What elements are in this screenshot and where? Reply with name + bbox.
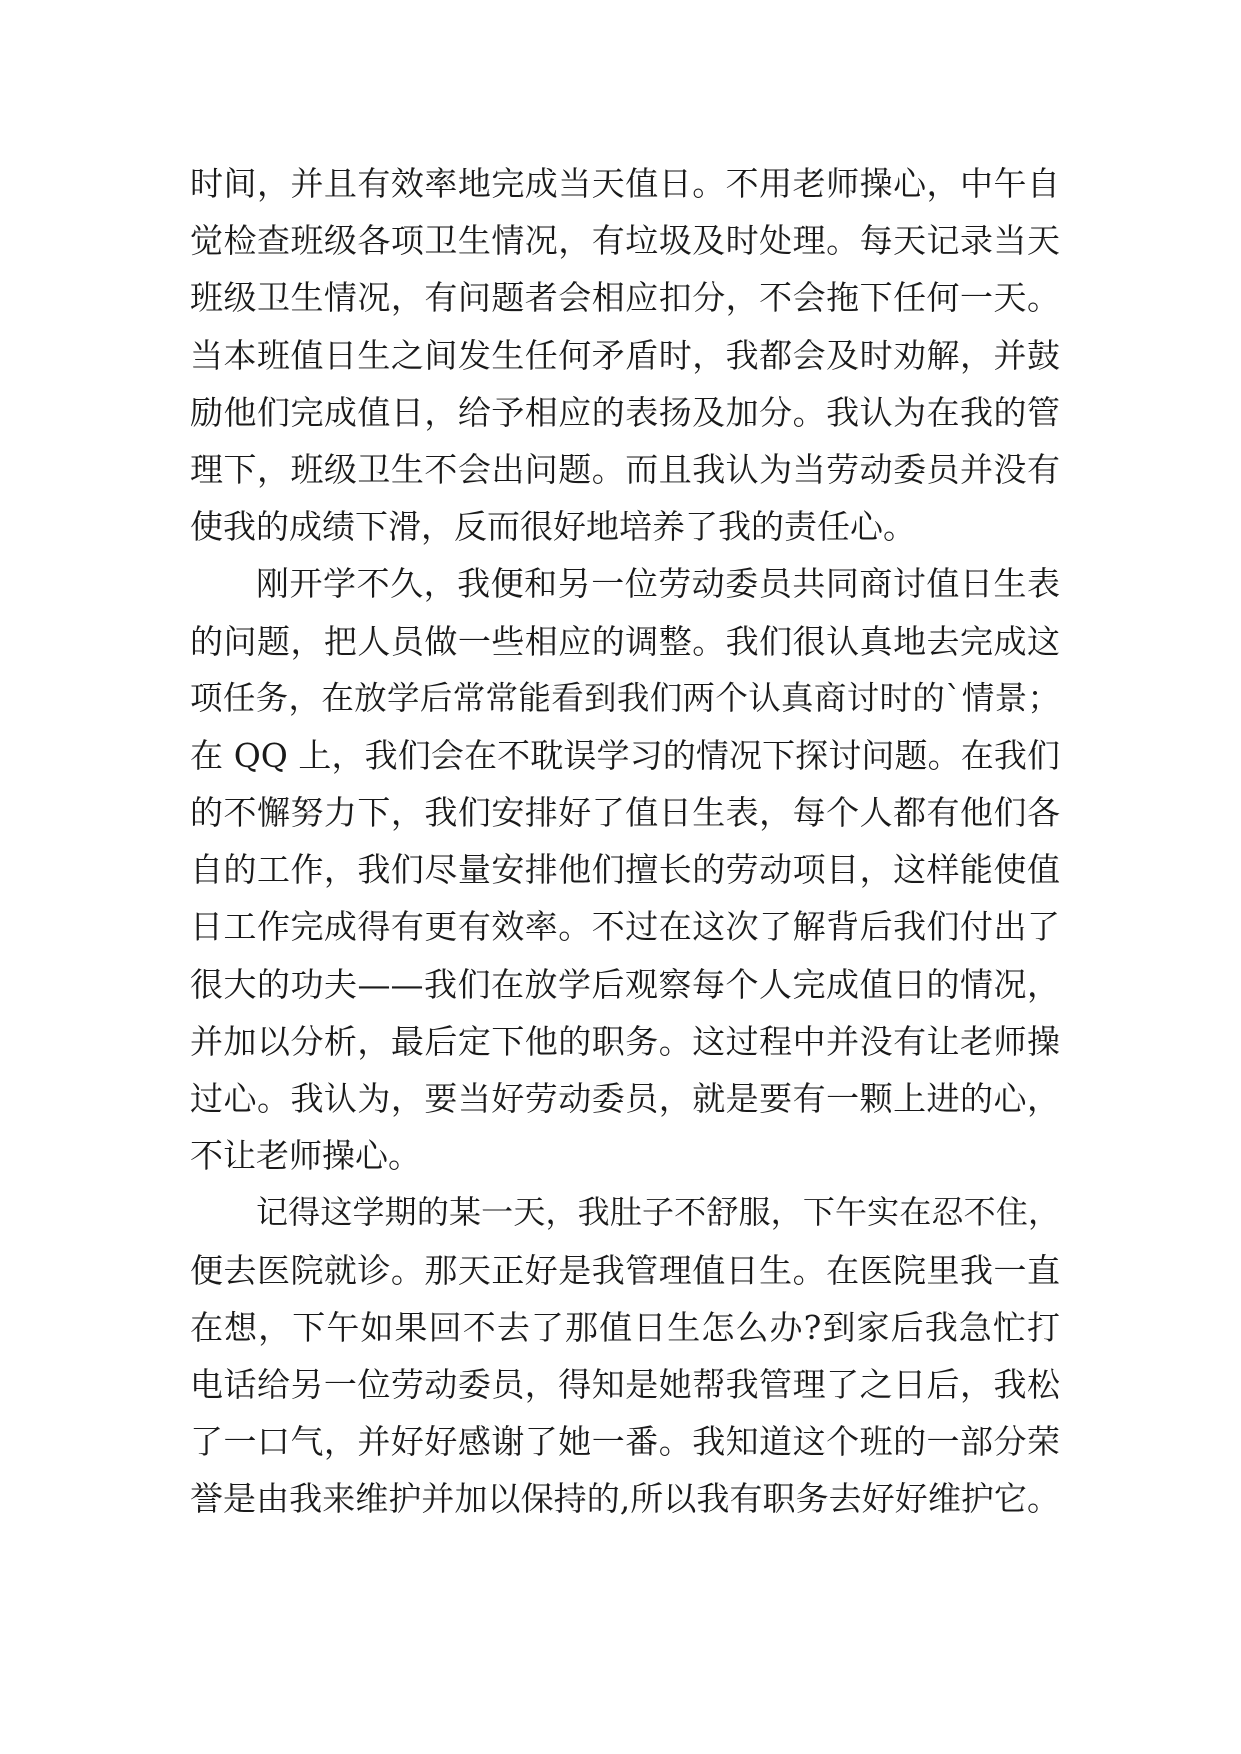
text-line: 时间，并且有效率地完成当天值日。不用老师操心，中午自 (190, 164, 1060, 203)
text-line: 便去医院就诊。那天正好是我管理值日生。在医院里我一直 (190, 1250, 1060, 1290)
text-line: 使我的成绩下滑，反而很好地培养了我的责任心。 (190, 507, 916, 547)
text-line: 电话给另一位劳动委员，得知是她帮我管理了之日后，我松 (190, 1364, 1060, 1404)
text-line: 班级卫生情况，有问题者会相应扣分，不会拖下任何一天。 (190, 278, 1060, 318)
body-text (190, 155, 1060, 1528)
text-line: 项任务，在放学后常常能看到我们两个认真商讨时的`情景； (190, 678, 1060, 717)
text-line: 自的工作，我们尽量安排他们擅长的劳动项目，这样能使值 (190, 850, 1060, 890)
text-line: 记得这学期的某一天，我肚子不舒服，下午实在忍不住， (256, 1193, 1060, 1232)
text-line: 的问题，把人员做一些相应的调整。我们很认真地去完成这 (190, 621, 1060, 661)
text-line: 誉是由我来维护并加以保持的,所以我有职务去好好维护它。 (190, 1479, 1060, 1519)
text-line: 在 QQ 上，我们会在不耽误学习的情况下探讨问题。在我们 (190, 735, 1060, 775)
text-line: 当本班值日生之间发生任何矛盾时，我都会及时劝解，并鼓 (190, 335, 1060, 375)
text-line: 刚开学不久，我便和另一位劳动委员共同商讨值日生表 (256, 564, 1060, 604)
text-line: 不让老师操心。 (190, 1136, 421, 1176)
text-line: 过心。我认为，要当好劳动委员，就是要有一颗上进的心， (190, 1079, 1060, 1118)
text-line: 觉检查班级各项卫生情况，有垃圾及时处理。每天记录当天 (190, 221, 1060, 261)
text-line: 励他们完成值日，给予相应的表扬及加分。我认为在我的管 (190, 392, 1060, 432)
text-line: 的不懈努力下，我们安排好了值日生表，每个人都有他们各 (190, 793, 1060, 833)
text-line: 很大的功夫——我们在放学后观察每个人完成值日的情况， (190, 964, 1060, 1004)
text-line: 在想，下午如果回不去了那值日生怎么办?到家后我急忙打 (190, 1307, 1060, 1347)
text-line: 理下，班级卫生不会出问题。而且我认为当劳动委员并没有 (190, 449, 1060, 489)
text-line: 了一口气，并好好感谢了她一番。我知道这个班的一部分荣 (190, 1422, 1060, 1462)
text-line: 并加以分析，最后定下他的职务。这过程中并没有让老师操 (190, 1021, 1060, 1061)
text-line: 日工作完成得有更有效率。不过在这次了解背后我们付出了 (190, 907, 1060, 947)
